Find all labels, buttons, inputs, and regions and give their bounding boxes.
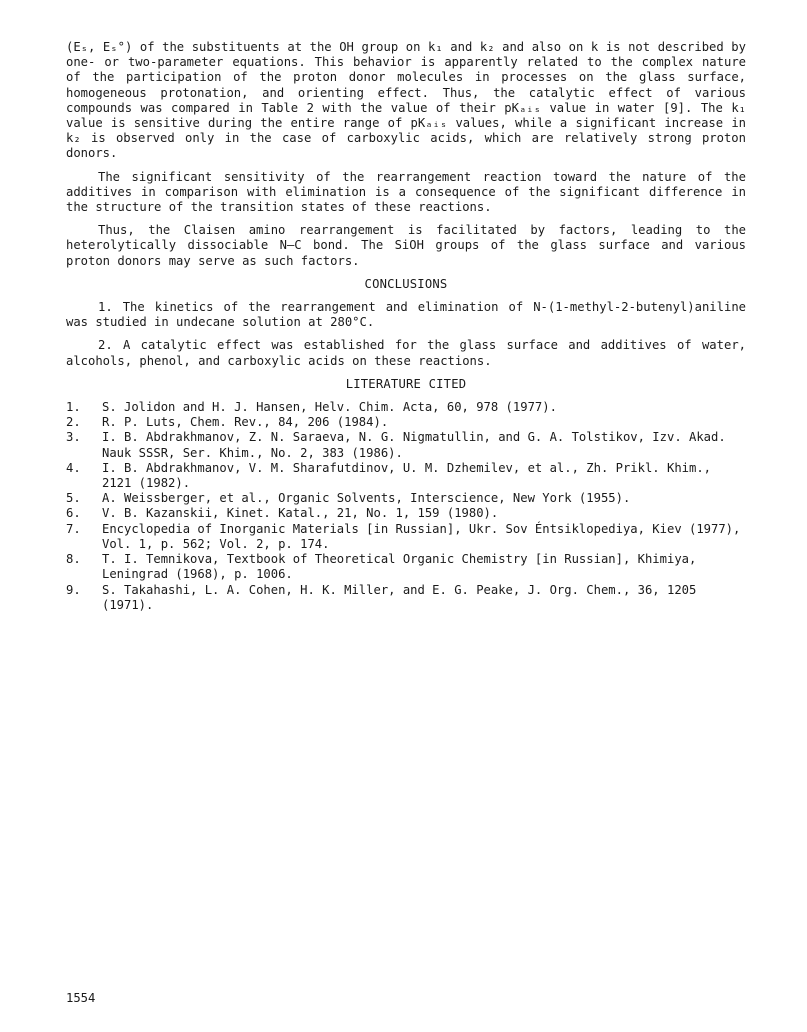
reference-text: A. Weissberger, et al., Organic Solvents, Interscience, New York (1955). (102, 491, 631, 506)
reference-number: 3. (66, 430, 81, 445)
reference-text: R. P. Luts, Chem. Rev., 84, 206 (1984). (102, 415, 389, 430)
conclusions-heading: CONCLUSIONS (364, 276, 448, 291)
conclusion-item-1: 1. The kinetics of the rearrangement and elimination of N-(1-methyl-2-butenyl)aniline was studied in undecane solution at 280°C. (66, 300, 746, 330)
reference-text: I. B. Abdrakhmanov, Z. N. Saraeva, N. G. Nigmatullin, and G. A. Tolstikov, Izv. Akad. Nauk SSSR, Ser. Khim., No. 2, 383 (1986). (102, 430, 726, 460)
reference-item (66, 400, 746, 415)
reference-item (66, 491, 746, 506)
page-number: 1554 (66, 991, 96, 1005)
reference-item (66, 506, 746, 521)
reference-text: Encyclopedia of Inorganic Materials [in Russian], Ukr. Sov Éntsiklopediya, Kiev (1977), Vol. 1, p. 562; Vol. 2, p. 174. (102, 521, 741, 551)
reference-item (66, 461, 746, 491)
reference-number: 7. (66, 521, 81, 536)
reference-number: 9. (66, 582, 81, 597)
reference-number: 5. (66, 491, 81, 506)
reference-item (66, 415, 746, 430)
body-paragraph-2: The significant sensitivity of the rearrangement reaction toward the nature of the additives in comparison with elimination is a consequence of the significant difference in the structure of the transition states of these reactions. (66, 169, 746, 215)
reference-item (66, 522, 746, 552)
literature-heading: LITERATURE CITED (345, 376, 467, 391)
conclusion-item-2: 2. A catalytic effect was established for the glass surface and additives of water, alcohols, phenol, and carboxylic acids on these reactions. (66, 338, 746, 368)
reference-text: S. Jolidon and H. J. Hansen, Helv. Chim. Acta, 60, 978 (1977). (102, 400, 557, 415)
reference-number: 4. (66, 460, 81, 475)
reference-number: 6. (66, 506, 81, 521)
reference-item (66, 583, 746, 613)
reference-number: 8. (66, 552, 81, 567)
body-paragraph-3: Thus, the Claisen amino rearrangement is facilitated by factors, leading to the heterolytically dissociable N—C bond. The SiOH groups of the glass surface and various proton donors may serve as such factors. (66, 223, 746, 268)
reference-text: I. B. Abdrakhmanov, V. M. Sharafutdinov, U. M. Dzhemilev, et al., Zh. Prikl. Khim., 2121 (1982). (102, 460, 712, 491)
reference-number: 2. (66, 415, 81, 430)
reference-item (66, 430, 746, 460)
reference-text: S. Takahashi, L. A. Cohen, H. K. Miller, and E. G. Peake, J. Org. Chem., 36, 1205 (1971). (102, 582, 697, 612)
reference-text: T. I. Temnikova, Textbook of Theoretical Organic Chemistry [in Russian], Khimiya, Leningrad (1968), p. 1006. (102, 552, 697, 582)
reference-list (66, 400, 746, 613)
body-paragraph-1: (Eₛ, Eₛ°) of the substituents at the OH group on k₁ and k₂ and also on k is not described by one- or two-parameter equations. This behavior is apparently related to the complex nature of the participation of the proton donor molecules in processes on the glass surface, homogeneous protonation, and orienting effect. Thus, the catalytic effect of various compounds was compared in Table 2 with the value of their pKₐᵢₛ value in water [9]. The k₁ value is sensitive during the entire range of pKₐᵢₛ values, while a significant increase in k₂ is observed only in the case of carboxylic acids, which are relatively strong proton donors. (66, 40, 746, 161)
reference-number: 1. (66, 400, 81, 415)
reference-item (66, 552, 746, 582)
reference-text: V. B. Kazanskii, Kinet. Katal., 21, No. 1, 159 (1980). (102, 506, 499, 521)
page-body (66, 40, 746, 613)
